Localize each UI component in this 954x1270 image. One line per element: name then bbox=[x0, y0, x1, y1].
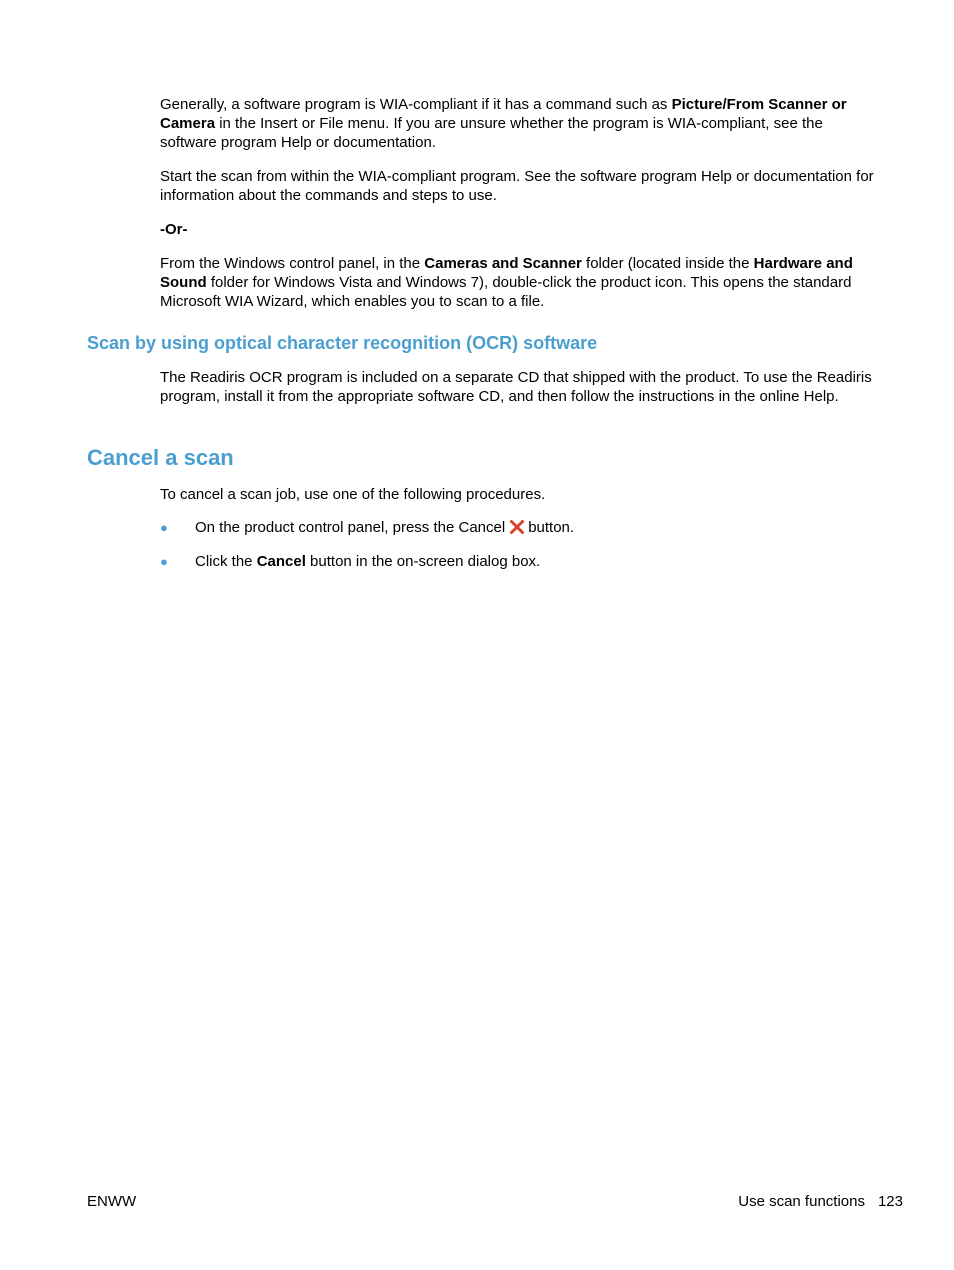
wia-compliance-paragraph bbox=[160, 95, 880, 152]
page-number: 123 bbox=[877, 1193, 903, 1210]
ocr-section-heading: Scan by using optical character recognition (OCR) software bbox=[87, 333, 598, 353]
text-span: Generally, a software program is WIA-compliant if it has a command such as bbox=[160, 96, 672, 113]
text-span: folder (located inside the bbox=[581, 255, 754, 272]
folder-name-bold: Cameras and Scanner bbox=[424, 255, 582, 272]
text-span: button in the on-screen dialog box. bbox=[305, 553, 541, 570]
text-span: folder for Windows Vista and Windows 7), double-click the product icon. This opens the standard Microsoft WIA Wizard, which enables you to scan to a file. bbox=[160, 274, 852, 310]
or-label: -Or- bbox=[160, 221, 188, 238]
control-panel-paragraph bbox=[160, 254, 880, 311]
text-span: button. bbox=[528, 519, 575, 536]
text-span: From the Windows control panel, in the bbox=[160, 255, 425, 272]
folder-name-bold: Hardware and Sound bbox=[160, 255, 853, 291]
cancel-x-icon bbox=[509, 519, 525, 535]
bullet-text bbox=[195, 552, 540, 571]
cancel-intro-paragraph: To cancel a scan job, use one of the following procedures. bbox=[160, 486, 546, 503]
footer-section-title: Use scan functions bbox=[738, 1193, 865, 1210]
bullet-text bbox=[195, 518, 574, 537]
footer-right bbox=[738, 1192, 903, 1211]
cancel-scan-heading: Cancel a scan bbox=[87, 445, 234, 470]
start-scan-paragraph: Start the scan from within the WIA-compliant program. See the software program Help or documentation for information about the commands and steps to use. bbox=[160, 168, 874, 204]
text-span: Click the bbox=[195, 553, 257, 570]
footer-left-label: ENWW bbox=[87, 1193, 137, 1210]
ocr-paragraph: The Readiris OCR program is included on a separate CD that shipped with the product. To use the Readiris program, install it from the appropriate software CD, and then follow the instructions in the online Help. bbox=[160, 369, 872, 405]
bullet-icon: ● bbox=[160, 554, 168, 569]
bullet-icon: ● bbox=[160, 520, 168, 535]
text-span: On the product control panel, press the Cancel bbox=[195, 519, 506, 536]
menu-command-bold: Picture/From Scanner or Camera bbox=[160, 96, 847, 132]
cancel-button-label-bold: Cancel bbox=[256, 553, 306, 570]
text-span: in the Insert or File menu. If you are unsure whether the program is WIA-compliant, see the software program Help or documentation. bbox=[160, 115, 823, 151]
